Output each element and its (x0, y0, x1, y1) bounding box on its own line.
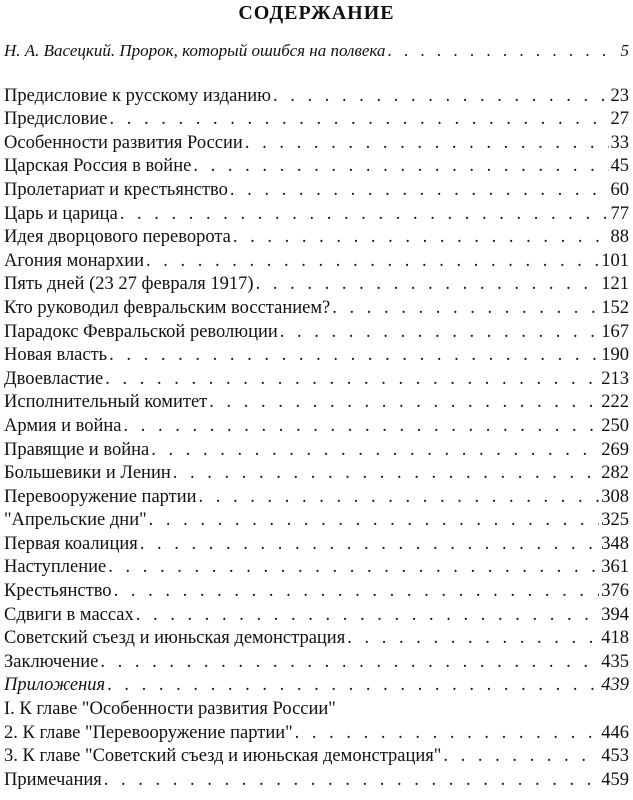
toc-entry-page: 269 (601, 439, 629, 460)
toc-entry (4, 510, 629, 534)
toc-entry (4, 628, 629, 652)
toc-entry-label: Правящие и война (4, 439, 150, 460)
leader-dots (193, 156, 608, 177)
leader-dots (104, 770, 599, 791)
toc-entry (4, 345, 629, 369)
leader-dots (149, 510, 600, 531)
toc-entry (4, 487, 629, 511)
leader-dots (173, 463, 599, 484)
toc-entry-page: 439 (601, 675, 629, 696)
toc-entry-page: 88 (610, 227, 629, 248)
leader-dots (136, 605, 599, 626)
toc-entry (4, 723, 629, 747)
toc-entry (4, 416, 629, 440)
toc-entry-label: Исполнительный комитет (4, 392, 208, 413)
toc-entry (4, 652, 629, 676)
leader-dots (114, 581, 600, 602)
toc-entry-page: 167 (601, 321, 629, 342)
toc-entry-notes (4, 770, 629, 794)
toc-entry (4, 369, 629, 393)
leader-dots (107, 675, 599, 696)
toc-entry-page: 453 (601, 746, 629, 767)
spacer (4, 65, 629, 86)
toc-entry (4, 557, 629, 581)
toc-entry-label: Н. А. Васецкий. Пророк, который ошибся на полвека (4, 41, 386, 60)
toc-entry-intro (4, 41, 629, 65)
toc-entry (4, 322, 629, 346)
leader-dots (120, 204, 609, 225)
leader-dots (280, 322, 599, 343)
leader-dots (443, 746, 599, 767)
toc-entry-label: Большевики и Ленин (4, 463, 171, 484)
leader-dots (109, 345, 599, 366)
leader-dots (245, 133, 609, 154)
leader-dots (387, 41, 618, 61)
toc-entry-page: 33 (610, 132, 629, 153)
toc-entry-page: 376 (601, 581, 629, 602)
toc-entry-page: 308 (601, 486, 629, 507)
leader-dots (295, 723, 600, 744)
toc-entry-page: 459 (601, 769, 629, 790)
toc-entry-page: 121 (601, 274, 629, 295)
toc-entry-label: Крестьянство (4, 581, 112, 602)
toc-entry-appendix (4, 675, 629, 699)
toc-entry (4, 156, 629, 180)
toc-entry-page: 222 (601, 392, 629, 413)
toc-entry-page: 446 (601, 722, 629, 743)
toc-entry-label: I. К главе "Особенности развития России" (4, 699, 336, 720)
toc-entry (4, 392, 629, 416)
leader-dots (273, 86, 609, 107)
toc-entry-label: Идея дворцового переворота (4, 227, 231, 248)
toc-entry (4, 204, 629, 228)
leader-dots (347, 628, 599, 649)
toc-entry (4, 746, 629, 770)
toc-entry-label: Перевооружение партии (4, 486, 197, 507)
toc-entry-label: "Апрельские дни" (4, 510, 147, 531)
toc-entry-page: 282 (601, 463, 629, 484)
leader-dots (105, 369, 599, 390)
leader-dots (109, 109, 608, 130)
toc-entry-label: Особенности развития России (4, 132, 243, 153)
leader-dots (146, 251, 599, 272)
leader-dots (199, 487, 600, 508)
toc-entry-page: 418 (601, 628, 629, 649)
toc-entry-label: Предисловие (4, 109, 108, 130)
toc-entry (4, 133, 629, 157)
toc-entry (4, 298, 629, 322)
toc-entry (4, 605, 629, 629)
toc-entry (4, 86, 629, 110)
toc-entry-label: 3. К главе "Советский съезд и июньская демонстрация" (4, 746, 442, 767)
toc-entry-page: 60 (610, 179, 629, 200)
toc-entry-page: 190 (601, 345, 629, 366)
toc-entry (4, 534, 629, 558)
toc-entry-label: Пять дней (23 27 февраля 1917) (4, 274, 254, 295)
toc-entry (4, 581, 629, 605)
toc-entry-label: Царская Россия в войне (4, 156, 192, 177)
leader-dots (233, 227, 609, 248)
toc-entry-page: 5 (620, 41, 629, 60)
toc-entry-page: 101 (601, 250, 629, 271)
toc-entry-page: 394 (601, 604, 629, 625)
toc-entry-label: Кто руководил февральским восстанием? (4, 297, 331, 318)
toc-entry-label: Сдвиги в массах (4, 604, 134, 625)
toc-entry-page: 213 (601, 368, 629, 389)
toc-entry (4, 699, 629, 723)
toc-entry-page: 361 (601, 557, 629, 578)
leader-dots (140, 534, 599, 555)
toc-entry-label: Царь и царица (4, 203, 118, 224)
toc-entry-page: 348 (601, 533, 629, 554)
leader-dots (123, 416, 599, 437)
toc-entry-page: 27 (610, 109, 629, 130)
toc-entry-label: 2. К главе "Перевооружение партии" (4, 722, 293, 743)
toc-entry-page: 77 (610, 203, 629, 224)
leader-dots (230, 180, 609, 201)
toc-entry (4, 227, 629, 251)
toc-entry (4, 251, 629, 275)
toc-entry-label: Пролетариат и крестьянство (4, 179, 228, 200)
toc-entry (4, 463, 629, 487)
toc-entry-label: Агония монархии (4, 250, 145, 271)
leader-dots (256, 274, 600, 295)
leader-dots (209, 392, 599, 413)
toc-entry (4, 274, 629, 298)
leader-dots (151, 440, 599, 461)
toc-entry-label: Парадокс Февральской революции (4, 321, 278, 342)
toc-entry-page: 45 (610, 156, 629, 177)
table-of-contents (4, 41, 629, 793)
toc-entry-page: 152 (601, 297, 629, 318)
toc-entry-label: Заключение (4, 651, 99, 672)
toc-entry-label: Двоевластие (4, 368, 104, 389)
toc-entry-label: Новая власть (4, 345, 108, 366)
toc-entry-label: Наступление (4, 557, 107, 578)
appendix-entries (4, 699, 629, 770)
toc-entry-label: Советский съезд и июньская демонстрация (4, 628, 346, 649)
toc-entry-label: Армия и война (4, 415, 122, 436)
leader-dots (100, 652, 599, 673)
toc-entry-label: Примечания (4, 769, 102, 790)
page-title: СОДЕРЖАНИЕ (238, 2, 395, 24)
toc-entry-page: 250 (601, 415, 629, 436)
toc-entries (4, 86, 629, 676)
toc-entry (4, 109, 629, 133)
toc-entry-label: Предисловие к русскому изданию (4, 85, 271, 106)
toc-entry (4, 180, 629, 204)
toc-entry-page: 435 (601, 651, 629, 672)
toc-entry (4, 440, 629, 464)
toc-entry-page: 325 (601, 510, 629, 531)
toc-entry-label: Первая коалиция (4, 533, 138, 554)
leader-dots (332, 298, 599, 319)
leader-dots (108, 557, 599, 578)
toc-entry-label: Приложения (4, 675, 106, 696)
toc-entry-page: 23 (610, 85, 629, 106)
